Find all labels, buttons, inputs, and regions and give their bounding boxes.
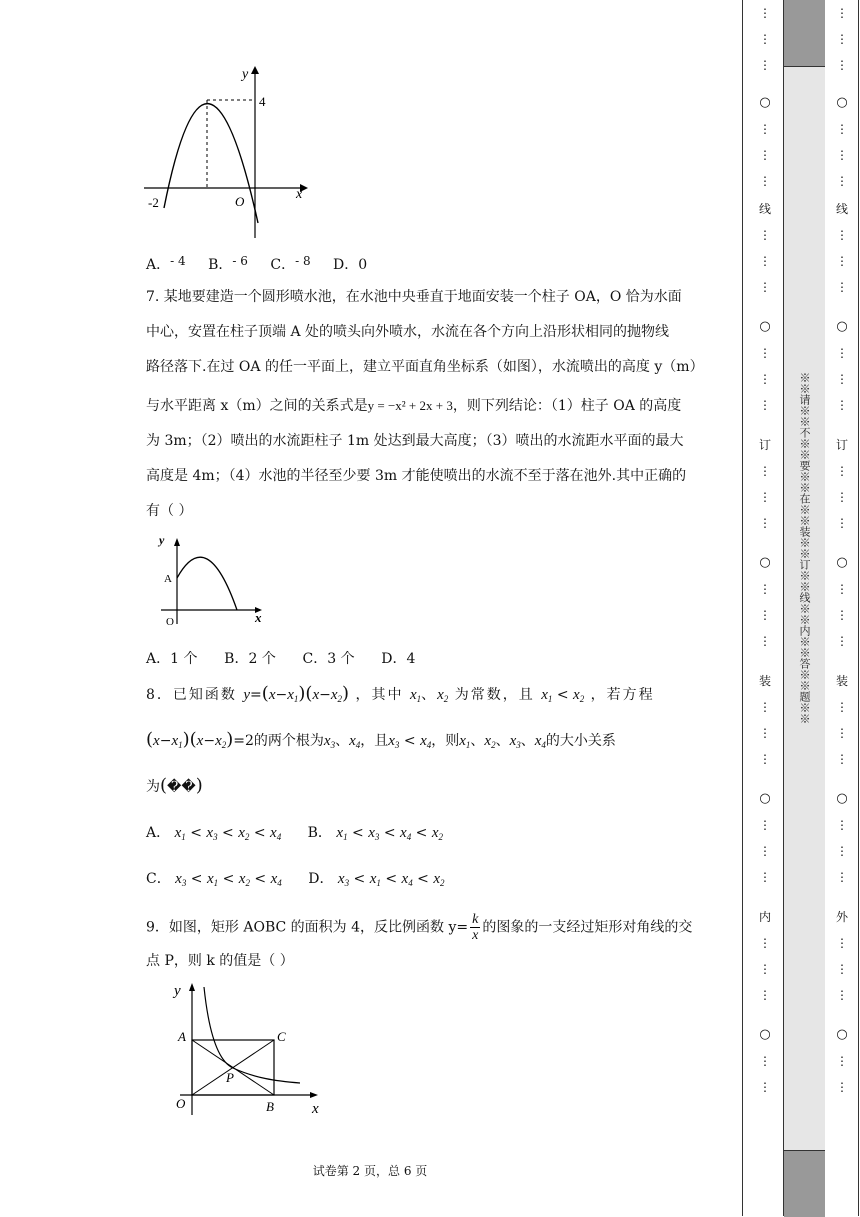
q7-formula: y = −x² + 2x + 3 xyxy=(367,398,453,413)
binding-circle-icon: ○ xyxy=(759,319,771,334)
binding-circle-icon: ○ xyxy=(836,319,848,334)
q9-y-label: y xyxy=(174,983,181,999)
q8-line-1: 8．已知函数 $y=(x-x_1)(x-x_2)$ ，其中 $x_1$、$x_2$ 为常数，且 $x_1 < x_2$ ，若方程 xyxy=(146,683,655,704)
q7-x-label: x xyxy=(255,610,262,625)
q9-p-label: P xyxy=(226,1070,234,1085)
q7-line-6: 高度是 4m；（4）水池的半径至少要 3m 才能使喷出的水流不至于落在池外.其中正确的 xyxy=(146,468,687,484)
binding-circle-icon: ○ xyxy=(759,791,771,806)
q7-line-5: 为 3m；（2）喷出的水流距柱子 1m 处达到最大高度；（3）喷出的水流距水平面的最大 xyxy=(146,433,684,449)
q7-line-7: 有（ ） xyxy=(146,503,193,519)
inner-label-zhuang: 装 xyxy=(758,674,771,688)
notice-text: ※※请※※不※※要※※在※※装※※订※※线※※内※※答※※题※※ xyxy=(798,372,811,724)
q8-option-a: A． xyxy=(146,825,171,841)
q6-label-4: 4 xyxy=(259,94,266,109)
q6-option-b: B． xyxy=(208,257,233,273)
q6-option-d: D．0 xyxy=(333,257,368,273)
outer-label-zhuang: 装 xyxy=(835,674,848,688)
binding-margin xyxy=(742,0,860,1216)
binding-circle-icon: ○ xyxy=(759,555,771,570)
q9-o-label: O xyxy=(176,1096,186,1111)
q8-option-c: C． xyxy=(146,871,171,887)
q9-line-2: 点 P，则 k 的值是（ ） xyxy=(146,953,294,969)
q7-fountain-figure xyxy=(155,530,275,630)
page-footer: 试卷第 2 页，总 6 页 xyxy=(312,1164,428,1178)
binding-circle-icon: ○ xyxy=(836,1027,848,1042)
q9-fraction-numerator: k xyxy=(472,912,479,927)
q9-a-label: A xyxy=(178,1029,186,1044)
binding-circle-icon: ○ xyxy=(759,1027,771,1042)
q8-option-b: B． xyxy=(307,825,332,841)
q8-line-3: 为(��) xyxy=(146,775,203,796)
q6-label-neg2: -2 xyxy=(148,195,159,210)
binding-circle-icon: ○ xyxy=(836,95,848,110)
notice-band xyxy=(783,0,825,1216)
q9-x-label: x xyxy=(312,1101,319,1117)
binding-circle-icon: ○ xyxy=(836,791,848,806)
q6-parabola-figure xyxy=(140,58,320,243)
q8-options-cd: C． $x_3 < x_1 < x_2 < x_4$ D． $x_3 < x_1 < x_4 < x_2$ xyxy=(146,871,445,888)
inner-label-ding: 订 xyxy=(758,438,771,452)
outer-label-ding: 订 xyxy=(835,438,848,452)
inner-label-nei: 内 xyxy=(758,910,771,924)
q6-option-c: C． xyxy=(270,257,296,273)
q7-line-4: 与水平距离 x（m）之间的关系式是y = −x² + 2x + 3，则下列结论：（1）柱子 OA 的高度 xyxy=(146,398,682,414)
q6-options: A．- 4 B．- 6 C．- 8 D．0 xyxy=(146,254,368,273)
q7-line-2: 中心，安置在柱子顶端 A 处的喷头向外喷水，水流在各个方向上沿形状相同的抛物线 xyxy=(146,324,670,340)
q9-rectangle-figure xyxy=(160,975,340,1140)
q8-line-2: $(x-x_1)(x-x_2)=2$的两个根为$x_3$、$x_4$，且$x_3 < x_4$，则$x_1$、$x_2$、$x_3$、$x_4$的大小关系 xyxy=(146,729,616,750)
q6-option-a: A． xyxy=(146,257,171,273)
outer-binding-line: ⋮ ⋮ ⋮ ○ ⋮ ⋮ ⋮ 线 ⋮ ⋮ ⋮ ○ ⋮ ⋮ ⋮ 订 ⋮ ⋮ ⋮ ○ ⋮ ⋮ ⋮ 装 ⋮ ⋮ ⋮ ○ ⋮ ⋮ ⋮ 外 ⋮ ⋮ ⋮ ○ ⋮ ⋮ xyxy=(833,0,851,1216)
inner-label-xian: 线 xyxy=(758,202,771,216)
q6-x-label: x xyxy=(296,187,303,202)
q6-y-label: y xyxy=(242,67,249,82)
q7-a-label: A xyxy=(164,573,172,585)
q6-origin-label: O xyxy=(235,194,245,209)
outer-label-wai: 外 xyxy=(835,910,848,924)
binding-circle-icon: ○ xyxy=(759,95,771,110)
q8-options-ab: A． $x_1 < x_3 < x_2 < x_4$ B． $x_1 < x_3 < x_4 < x_2$ xyxy=(146,825,443,842)
q9-fraction-denominator: x xyxy=(472,928,479,943)
q8-option-d: D． xyxy=(308,871,334,887)
q9-c-label: C xyxy=(277,1029,286,1044)
q7-y-label: y xyxy=(159,533,165,547)
q9-line-1: 9．如图，矩形 AOBC 的面积为 4，反比例函数 y= $\frac{k}{x}$ 的图象的一支经过矩形对角线的交 xyxy=(146,912,693,943)
q7-o-label: O xyxy=(166,616,174,628)
binding-circle-icon: ○ xyxy=(836,555,848,570)
inner-binding-line: ⋮ ⋮ ⋮ ○ ⋮ ⋮ ⋮ 线 ⋮ ⋮ ⋮ ○ ⋮ ⋮ ⋮ 订 ⋮ ⋮ ⋮ ○ ⋮ ⋮ ⋮ 装 ⋮ ⋮ ⋮ ○ ⋮ ⋮ ⋮ 内 ⋮ ⋮ ⋮ ○ ⋮ ⋮ xyxy=(756,0,774,1216)
q7-options: A．1 个 B．2 个 C．3 个 D．4 xyxy=(146,651,416,667)
outer-label-xian: 线 xyxy=(835,202,848,216)
q7-line-3: 路径落下.在过 OA 的任一平面上，建立平面直角坐标系（如图），水流喷出的高度 y（m） xyxy=(146,359,704,375)
q7-line-1: 7. 某地要建造一个圆形喷水池，在水池中央垂直于地面安装一个柱子 OA，O 恰为水面 xyxy=(146,289,682,305)
q9-b-label: B xyxy=(266,1099,274,1114)
